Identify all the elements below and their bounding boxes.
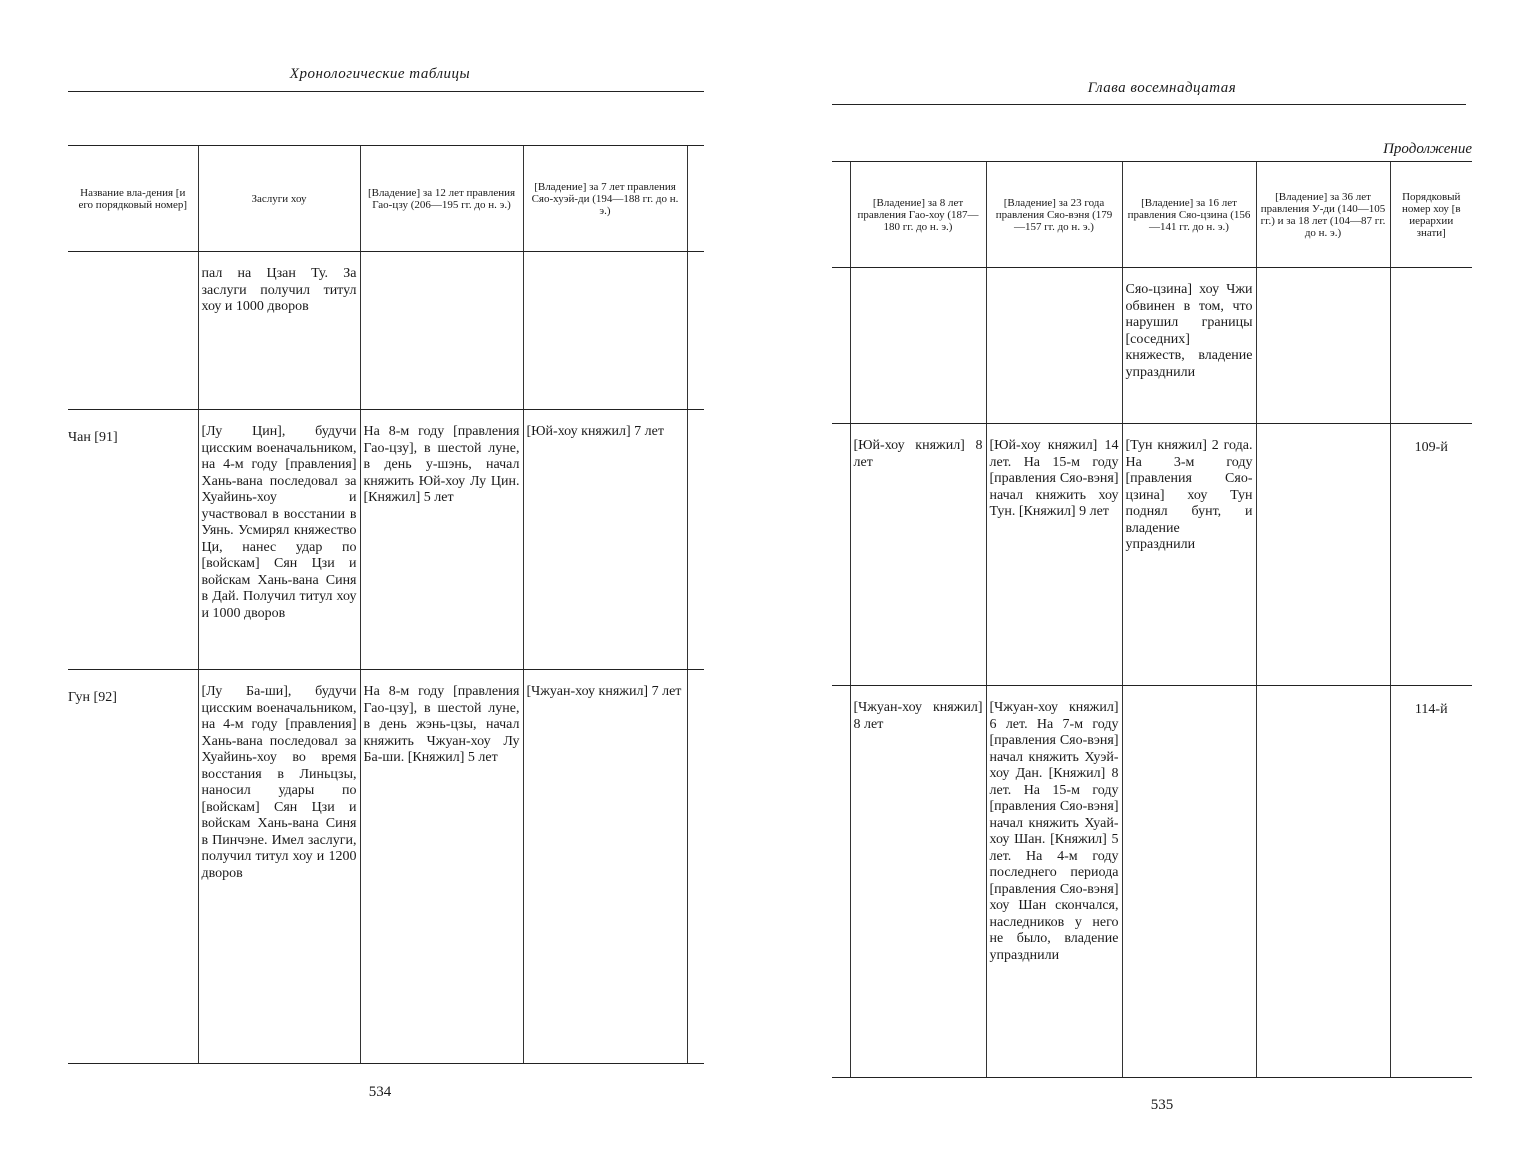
cell-blank <box>832 424 850 686</box>
column-header-xiaojing: [Владение] за 16 лет правления Сяо-цзина (156—141 гг. до н. э.) <box>1122 162 1256 268</box>
cell-name: Чан [91] <box>68 410 198 670</box>
cell-gaohou: [Юй-хоу княжил] 8 лет <box>850 424 986 686</box>
cell-merits: [Лу Ба-ши], будучи цисским военачальником, на 4-м году [правления] Хань-вана последовал за Хуайинь-хоу во время восстания в Линьцзы, наносил удары по [войскам] Сян Цзи и войскам Хань-вана Синя в Пинчэне. Имел заслуги, получил титул хоу и 1200 дворов <box>198 670 360 1064</box>
column-header-name: Название вла-дения [и его порядковый номер] <box>68 146 198 252</box>
column-header-merits: Заслуги хоу <box>198 146 360 252</box>
cell-extra <box>687 410 704 670</box>
cell-xiaojing <box>1122 686 1256 1078</box>
cell-gaozu <box>360 252 523 410</box>
chronology-table-right <box>832 161 1472 1078</box>
column-header-xiaowen: [Владение] за 23 года правления Сяо-вэня (179—157 гг. до н. э.) <box>986 162 1122 268</box>
right-page <box>766 0 1532 1152</box>
cell-gaohou <box>850 268 986 424</box>
running-head-left: Хронологические таблицы <box>289 66 471 82</box>
header-rule-right <box>832 104 1466 105</box>
column-header-gaozu: [Владение] за 12 лет правления Гао-цзу (206—195 гг. до н. э.) <box>360 146 523 252</box>
table-row <box>832 424 1472 686</box>
cell-rank <box>1390 268 1472 424</box>
chronology-table-left <box>68 145 704 1064</box>
cell-rank: 109-й <box>1390 424 1472 686</box>
column-header-extra <box>687 146 704 252</box>
continued-label: Продолжение <box>1383 141 1472 157</box>
cell-gaozu: На 8-м году [правления Гао-цзу], в шестой луне, в день жэнь-цзы, начал княжить Чжуан-хоу Лу Ба-ши. [Княжил] 5 лет <box>360 670 523 1064</box>
cell-blank <box>832 268 850 424</box>
cell-xiaojing: Сяо-цзина] хоу Чжи обвинен в том, что нарушил границы [соседних] княжеств, владение упразднили <box>1122 268 1256 424</box>
column-header-xiaohuidi: [Владение] за 7 лет правления Сяо-хуэй-ди (194—188 гг. до н. э.) <box>523 146 687 252</box>
page-number-left: 534 <box>368 1084 392 1100</box>
cell-wudi <box>1256 686 1390 1078</box>
cell-merits: [Лу Цин], будучи цисским военачальником, на 4-м году [правления] Хань-вана последовал за Хуайинь-хоу и участвовал в восстании в Уянь. Усмирял княжество Ци, нанес удар по [войскам] Сян Цзи и войскам Хань-вана Синя в Дай. Получил титул хоу и 1000 дворов <box>198 410 360 670</box>
cell-merits: пал на Цзан Ту. За заслуги получил титул хоу и 1000 дворов <box>198 252 360 410</box>
column-header-blank <box>832 162 850 268</box>
cell-extra <box>687 252 704 410</box>
cell-blank <box>832 686 850 1078</box>
table-row <box>832 268 1472 424</box>
header-rule-left <box>68 91 704 92</box>
cell-gaohou: [Чжуан-хоу княжил] 8 лет <box>850 686 986 1078</box>
cell-name: Гун [92] <box>68 670 198 1064</box>
column-header-gaohou: [Владение] за 8 лет правления Гао-хоу (187—180 гг. до н. э.) <box>850 162 986 268</box>
page-number-right: 535 <box>1150 1097 1174 1113</box>
cell-wudi <box>1256 424 1390 686</box>
cell-wudi <box>1256 268 1390 424</box>
column-header-wudi: [Владение] за 36 лет правления У-ди (140—105 гг.) и за 18 лет (104—87 гг. до н. э.) <box>1256 162 1390 268</box>
table-row <box>68 670 704 1064</box>
table-row <box>832 686 1472 1078</box>
cell-xiaohuidi: [Юй-хоу княжил] 7 лет <box>523 410 687 670</box>
cell-xiaohuidi <box>523 252 687 410</box>
cell-rank: 114-й <box>1390 686 1472 1078</box>
cell-xiaohuidi: [Чжуан-хоу княжил] 7 лет <box>523 670 687 1064</box>
cell-gaozu: На 8-м году [правления Гао-цзу], в шестой луне, в день у-шэнь, начал княжить Юй-хоу Лу Цин. [Княжил] 5 лет <box>360 410 523 670</box>
running-head-right: Глава восемнадцатая <box>1087 80 1237 96</box>
cell-xiaowen <box>986 268 1122 424</box>
table-row <box>68 252 704 410</box>
cell-xiaowen: [Чжуан-хоу княжил] 6 лет. На 7-м году [правления Сяо-вэня] начал княжить Хуэй-хоу Дан. [Княжил] 8 лет. На 15-м году [правления Сяо-вэня] начал княжить Хуай-хоу Шан. [Княжил] 5 лет. На 4-м году последнего периода [правления Сяо-вэня] хоу Шан скончался, наследников у него не было, владение упразднили <box>986 686 1122 1078</box>
column-header-rank: Порядковый номер хоу [в иерархии знати] <box>1390 162 1472 268</box>
cell-name <box>68 252 198 410</box>
table-row <box>68 410 704 670</box>
cell-xiaowen: [Юй-хоу княжил] 14 лет. На 15-м году [правления Сяо-вэня] начал княжить хоу Тун. [Княжил] 9 лет <box>986 424 1122 686</box>
cell-xiaojing: [Тун княжил] 2 года. На 3-м году [правления Сяо-цзина] хоу Тун поднял бунт, и владение упразднили <box>1122 424 1256 686</box>
cell-extra <box>687 670 704 1064</box>
